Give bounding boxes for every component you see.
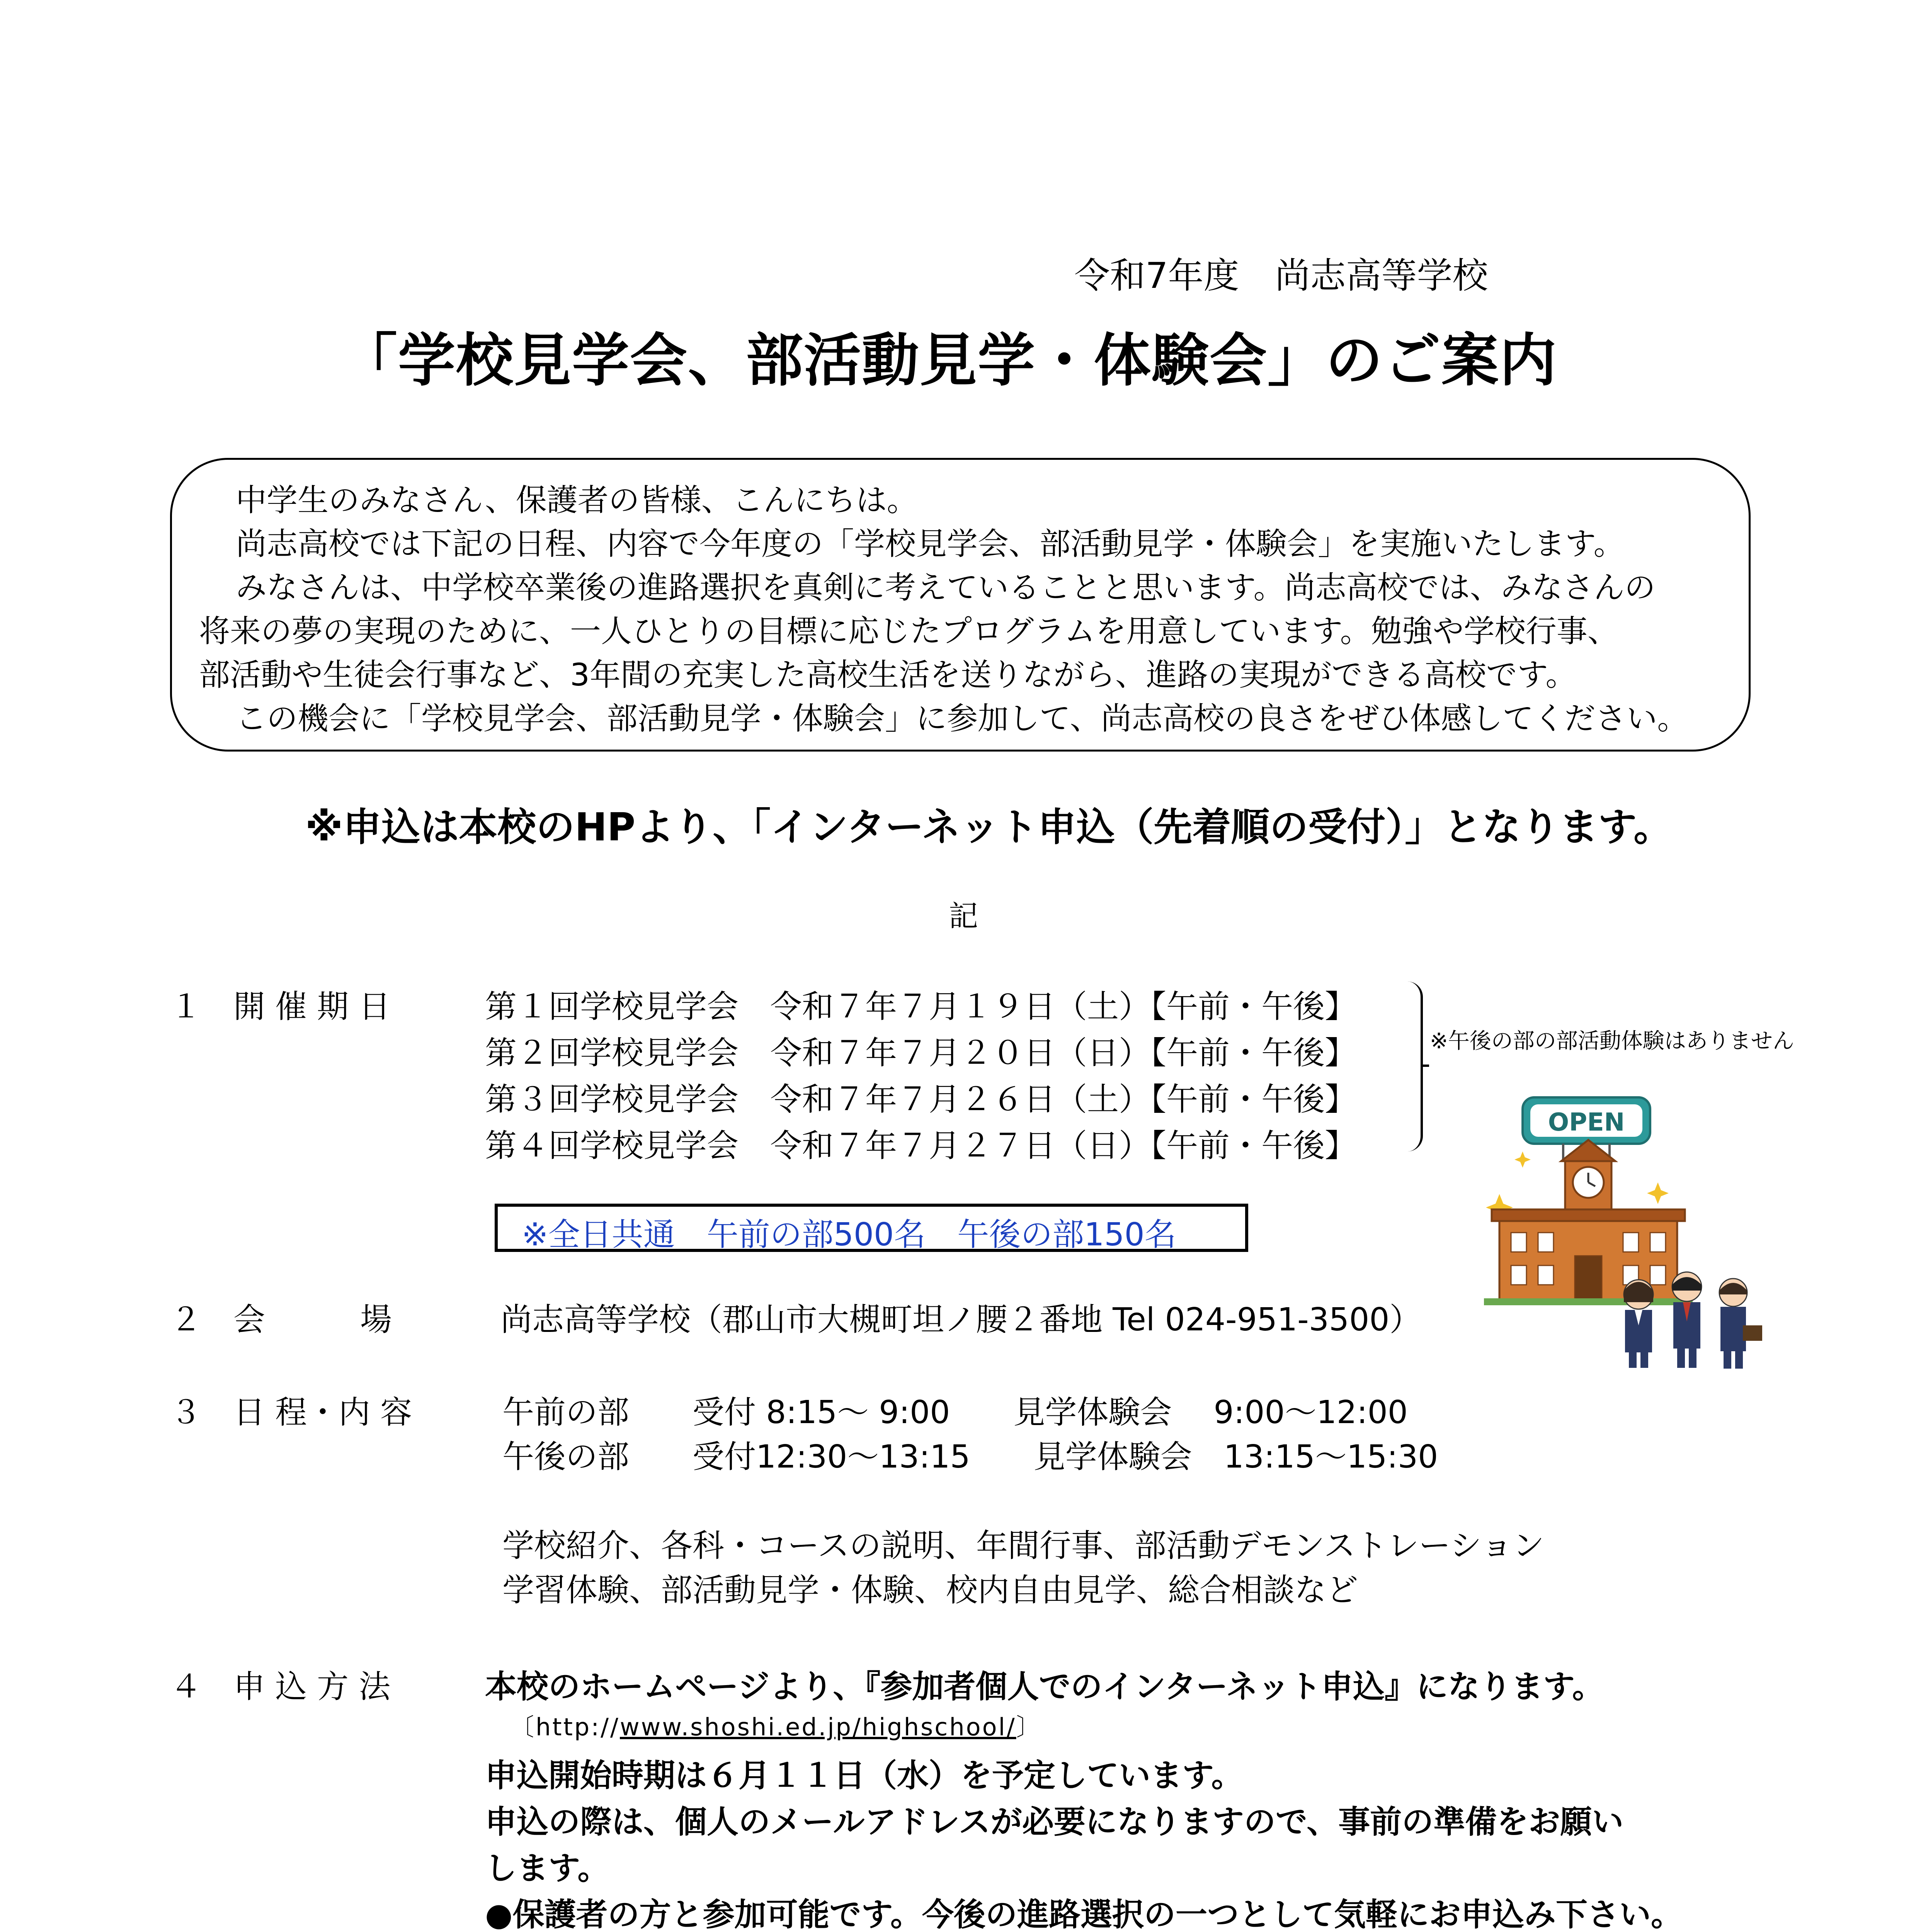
school-building-icon <box>1484 1140 1693 1305</box>
afternoon-note: ※午後の部の部活動体験はありません <box>1430 1029 1794 1054</box>
session-brace-tip <box>1421 1065 1429 1067</box>
intro-line: 将来の夢の実現のために、一人ひとりの目標に応じたプログラムを用意しています。勉強や学校行事、 <box>199 613 1618 649</box>
year-school-header: 令和7年度 尚志高等学校 <box>1074 255 1488 296</box>
session-line: 第３回学校見学会 令和７年７月２６日（土）【午前・午後】 <box>485 1081 1357 1118</box>
ki-heading: 記 <box>949 899 978 933</box>
application-notice: ※申込は本校のHPより、「インターネット申込（先着順の受付）」となります。 <box>305 804 1673 850</box>
schedule-row: 午後の部 受付12:30～13:15 見学体験会 13:15～15:30 <box>502 1439 1438 1475</box>
capacity-text: ※全日共通 午前の部500名 午後の部150名 <box>522 1216 1176 1253</box>
apply-start-line: 申込開始時期は６月１１日（水）を予定しています。 <box>485 1757 1243 1794</box>
students-icon <box>1624 1272 1762 1369</box>
content-line: 学習体験、部活動見学・体験、校内自由見学、総合相談など <box>502 1572 1358 1609</box>
url-suffix: 〕 <box>1016 1713 1042 1741</box>
content-line: 学校紹介、各科・コースの説明、年間行事、部活動デモンストレーション <box>502 1527 1545 1564</box>
school-open-illustration <box>1476 1094 1770 1372</box>
venue-text: 尚志高等学校（郡山市大槻町坦ノ腰２番地 Tel 024-951-3500） <box>500 1301 1421 1338</box>
section4-label: ４ 申 込 方 法 <box>170 1668 391 1705</box>
intro-line: 部活動や生徒会行事など、3年間の充実した高校生活を送りながら、進路の実現ができる高校です。 <box>199 657 1577 693</box>
intro-line: みなさんは、中学校卒業後の進路選択を真剣に考えていることと思います。尚志高校では、みなさんの <box>236 570 1656 605</box>
school-url[interactable] <box>510 1708 1042 1742</box>
url-link[interactable]: www.shoshi.ed.jp/highschool/ <box>619 1713 1016 1741</box>
session-line: 第１回学校見学会 令和７年７月１９日（土）【午前・午後】 <box>485 988 1357 1025</box>
page-title: 「学校見学会、部活動見学・体験会」のご案内 <box>340 327 1557 394</box>
schedule-row: 午前の部 受付 8:15～ 9:00 見学体験会 9:00～12:00 <box>502 1394 1408 1431</box>
section3-label: ３ 日 程・内 容 <box>170 1394 412 1431</box>
intro-line: 尚志高校では下記の日程、内容で今年度の「学校見学会、部活動見学・体験会」を実施いたします。 <box>236 526 1625 562</box>
session-line: 第２回学校見学会 令和７年７月２０日（日）【午前・午後】 <box>485 1035 1357 1071</box>
apply-method-line: 本校のホームページより、『参加者個人でのインターネット申込』になります。 <box>485 1668 1604 1705</box>
intro-line: 中学生のみなさん、保護者の皆様、こんにちは。 <box>236 482 918 518</box>
session-line: 第４回学校見学会 令和７年７月２７日（日）【午前・午後】 <box>485 1128 1357 1164</box>
open-sign-text: OPEN <box>1548 1108 1625 1137</box>
section1-label: １ 開 催 期 日 <box>170 988 391 1025</box>
email-note-line-cont: します。 <box>485 1850 609 1887</box>
section2-label: ２ 会 場 <box>170 1301 392 1338</box>
email-note-line: 申込の際は、個人のメールアドレスが必要になりますので、事前の準備をお願い <box>485 1804 1624 1840</box>
intro-line: この機会に「学校見学会、部活動見学・体験会」に参加して、尚志高校の良さをぜひ体感してください。 <box>236 701 1688 736</box>
url-prefix: 〔http:// <box>510 1713 620 1741</box>
guardian-note-line: ●保護者の方と参加可能です。今後の進路選択の一つとして気軽にお申込み下さい。 <box>485 1896 1683 1932</box>
